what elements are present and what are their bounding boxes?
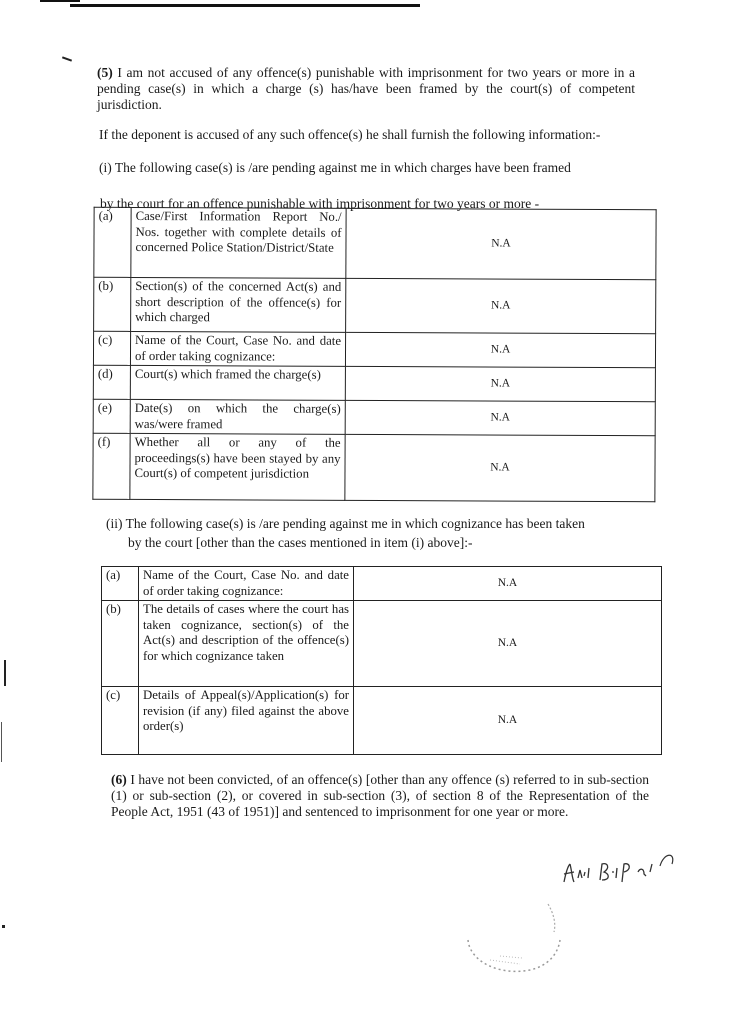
- table-row: [94, 277, 656, 333]
- row-value: N.A: [354, 687, 662, 755]
- row-description: Section(s) of the concerned Act(s) and short description of the offence(s) for which charged: [131, 277, 346, 332]
- table-row: [94, 207, 656, 279]
- row-description: Name of the Court, Case No. and date of order taking cognizance:: [139, 567, 354, 601]
- item-ii-line2: by the court [other than the cases mentioned in item (i) above]:-: [128, 535, 473, 550]
- scan-mark-left-2: [1, 722, 2, 762]
- table-row: [93, 399, 655, 435]
- row-description: Case/First Information Report No./ Nos. together with complete details of concerned Police Station/District/State: [131, 207, 346, 278]
- row-description: The details of cases where the court has taken cognizance, section(s) of the Act(s) and description of the offence(s) for which cognizance taken: [139, 601, 354, 687]
- item-ii-line1: (ii) The following case(s) is /are pending against me in which cognizance has been taken: [106, 516, 585, 531]
- table-row: [102, 601, 662, 687]
- row-value: N.A: [345, 434, 655, 501]
- row-value: N.A: [354, 601, 662, 687]
- section-5-text: I am not accused of any offence(s) punishable with imprisonment for two years or more in a pending case(s) in which a charge (s) has/have been framed by the court(s) of competent jurisdiction.: [97, 65, 635, 112]
- row-value: N.A: [346, 208, 656, 279]
- row-description: Name of the Court, Case No. and date of order taking cognizance:: [130, 331, 345, 366]
- section-5-paragraph: [97, 65, 635, 113]
- row-value: N.A: [345, 332, 655, 367]
- scan-dot: [2, 925, 5, 928]
- table-row: [93, 365, 655, 401]
- cognizance-cases-table: [101, 566, 662, 755]
- row-label: (a): [94, 207, 131, 277]
- top-border-line-left: [40, 0, 80, 2]
- row-label: (b): [94, 277, 131, 331]
- table-row: [93, 433, 655, 501]
- row-label: (e): [93, 399, 130, 433]
- item-i-line2: by the court for an offence punishable with imprisonment for two years or more -: [100, 196, 540, 211]
- handwritten-signature: [560, 842, 690, 892]
- row-value: N.A: [345, 366, 655, 401]
- scan-mark-left: [4, 660, 6, 686]
- row-label: (d): [93, 365, 130, 399]
- section-6-text: I have not been convicted, of an offence(s) [other than any offence (s) referred to in sub-section (1) or sub-section (2), or covered in sub-section (3), of section 8 of the Representation of the People Act, 1951 (43 of 1951)] and sentenced to imprisonment for one year or more.: [111, 772, 649, 819]
- top-border-line: [70, 4, 420, 7]
- row-value: N.A: [346, 278, 656, 333]
- faint-stamp: [460, 900, 580, 980]
- row-label: (c): [93, 331, 130, 365]
- row-description: Date(s) on which the charge(s) was/were framed: [130, 399, 345, 434]
- section-6-paragraph: [111, 772, 649, 820]
- table-row: [102, 567, 662, 601]
- row-value: N.A: [354, 567, 662, 601]
- section-5-number: (5): [97, 65, 113, 80]
- row-label: (a): [102, 567, 139, 601]
- row-description: Court(s) which framed the charge(s): [130, 365, 345, 400]
- table-row: [93, 331, 655, 367]
- row-label: (b): [102, 601, 139, 687]
- deponent-instruction: If the deponent is accused of any such offence(s) he shall furnish the following information:-: [99, 127, 601, 142]
- row-description: Whether all or any of the proceedings(s) have been stayed by any Court(s) of competent jurisdiction: [130, 433, 345, 500]
- row-label: (f): [93, 433, 130, 499]
- table-row: [102, 687, 662, 755]
- scan-mark: [62, 56, 72, 61]
- row-label: (c): [102, 687, 139, 755]
- section-6-number: (6): [111, 772, 127, 787]
- item-i-line1: (i) The following case(s) is /are pending against me in which charges have been framed: [99, 160, 571, 175]
- row-value: N.A: [345, 400, 655, 435]
- pending-charges-table: [92, 207, 656, 502]
- row-description: Details of Appeal(s)/Application(s) for revision (if any) filed against the above order(s): [139, 687, 354, 755]
